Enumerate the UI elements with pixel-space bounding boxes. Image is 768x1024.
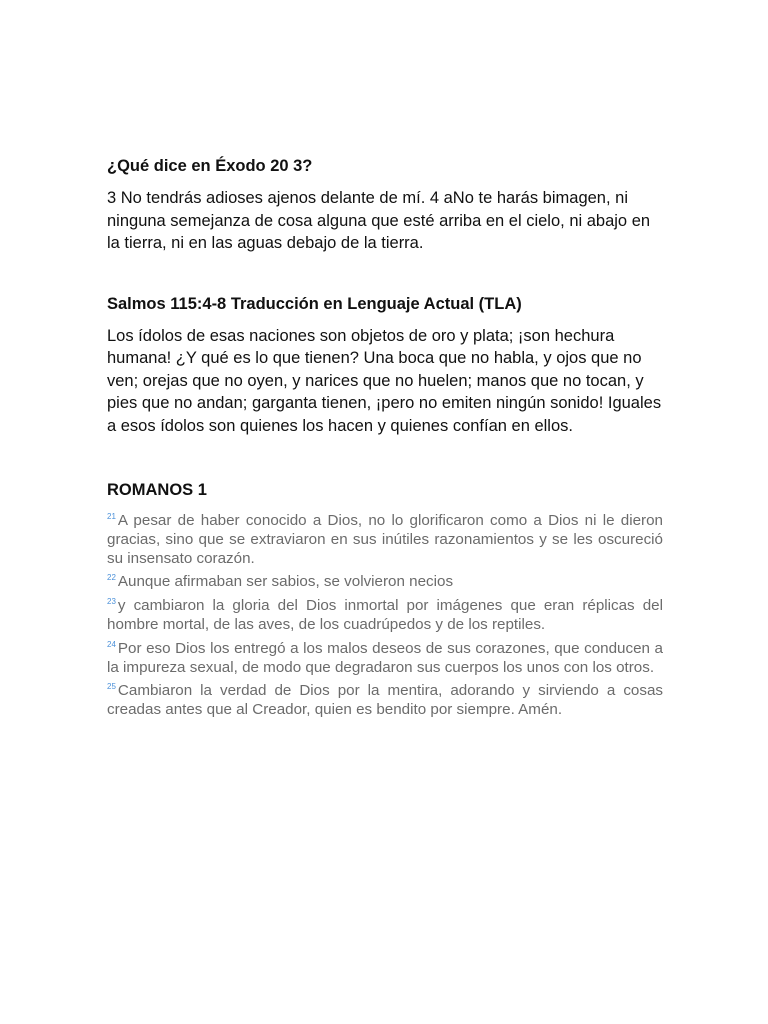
verse-22	[107, 573, 663, 592]
salmos-text: Los ídolos de esas naciones son objetos de oro y plata; ¡son hechura humana! ¿Y qué es lo que tienen? Una boca que no habla, y ojos que no ven; orejas que no oyen, y narices que no huelen; manos que no tocan, y pies que no andan; garganta tienen, ¡pero no emiten ningún sonido! Iguales a esos ídolos son quienes los hacen y quienes confían en ellos.	[107, 326, 662, 435]
verse-21	[107, 512, 663, 568]
verse-text: Cambiaron la verdad de Dios por la mentira, adorando y sirviendo a cosas creadas antes que al Creador, quien es bendito por siempre. Amén.	[107, 682, 663, 719]
verse-24	[107, 640, 663, 678]
document-page	[107, 150, 663, 725]
verse-text: A pesar de haber conocido a Dios, no lo glorificaron como a Dios ni le dieron gracias, sino que se extraviaron en sus inútiles razonamientos y se les oscureció su insensato corazón.	[107, 512, 663, 567]
verse-23	[107, 597, 663, 635]
verse-number: 23	[107, 597, 116, 607]
salmos-heading: Salmos 115:4-8 Traducción en Lenguaje Actual (TLA)	[107, 294, 522, 313]
verse-number: 22	[107, 573, 116, 583]
verse-text: y cambiaron la gloria del Dios inmortal por imágenes que eran réplicas del hombre mortal, de las aves, de los cuadrúpedos y de los reptiles.	[107, 597, 663, 633]
romanos-heading: ROMANOS 1	[107, 481, 207, 499]
verse-text: Por eso Dios los entregó a los malos deseos de sus corazones, que conducen a la impureza sexual, de modo que degradaron sus cuerpos los unos con los otros.	[107, 639, 663, 676]
romanos-verses	[107, 512, 663, 720]
exodo-text: 3 No tendrás adioses ajenos delante de mí. 4 aNo te harás bimagen, ni ninguna semejanza de cosa alguna que esté arriba en el cielo, ni abajo en la tierra, ni en las aguas debajo de la tierra.	[107, 189, 651, 252]
verse-25	[107, 682, 663, 720]
verse-number: 21	[107, 511, 116, 521]
exodo-heading: ¿Qué dice en Éxodo 20 3?	[107, 157, 313, 175]
verse-text: Aunque afirmaban ser sabios, se volvieron necios	[117, 573, 454, 591]
verse-number: 25	[107, 682, 116, 692]
verse-number: 24	[107, 639, 116, 649]
